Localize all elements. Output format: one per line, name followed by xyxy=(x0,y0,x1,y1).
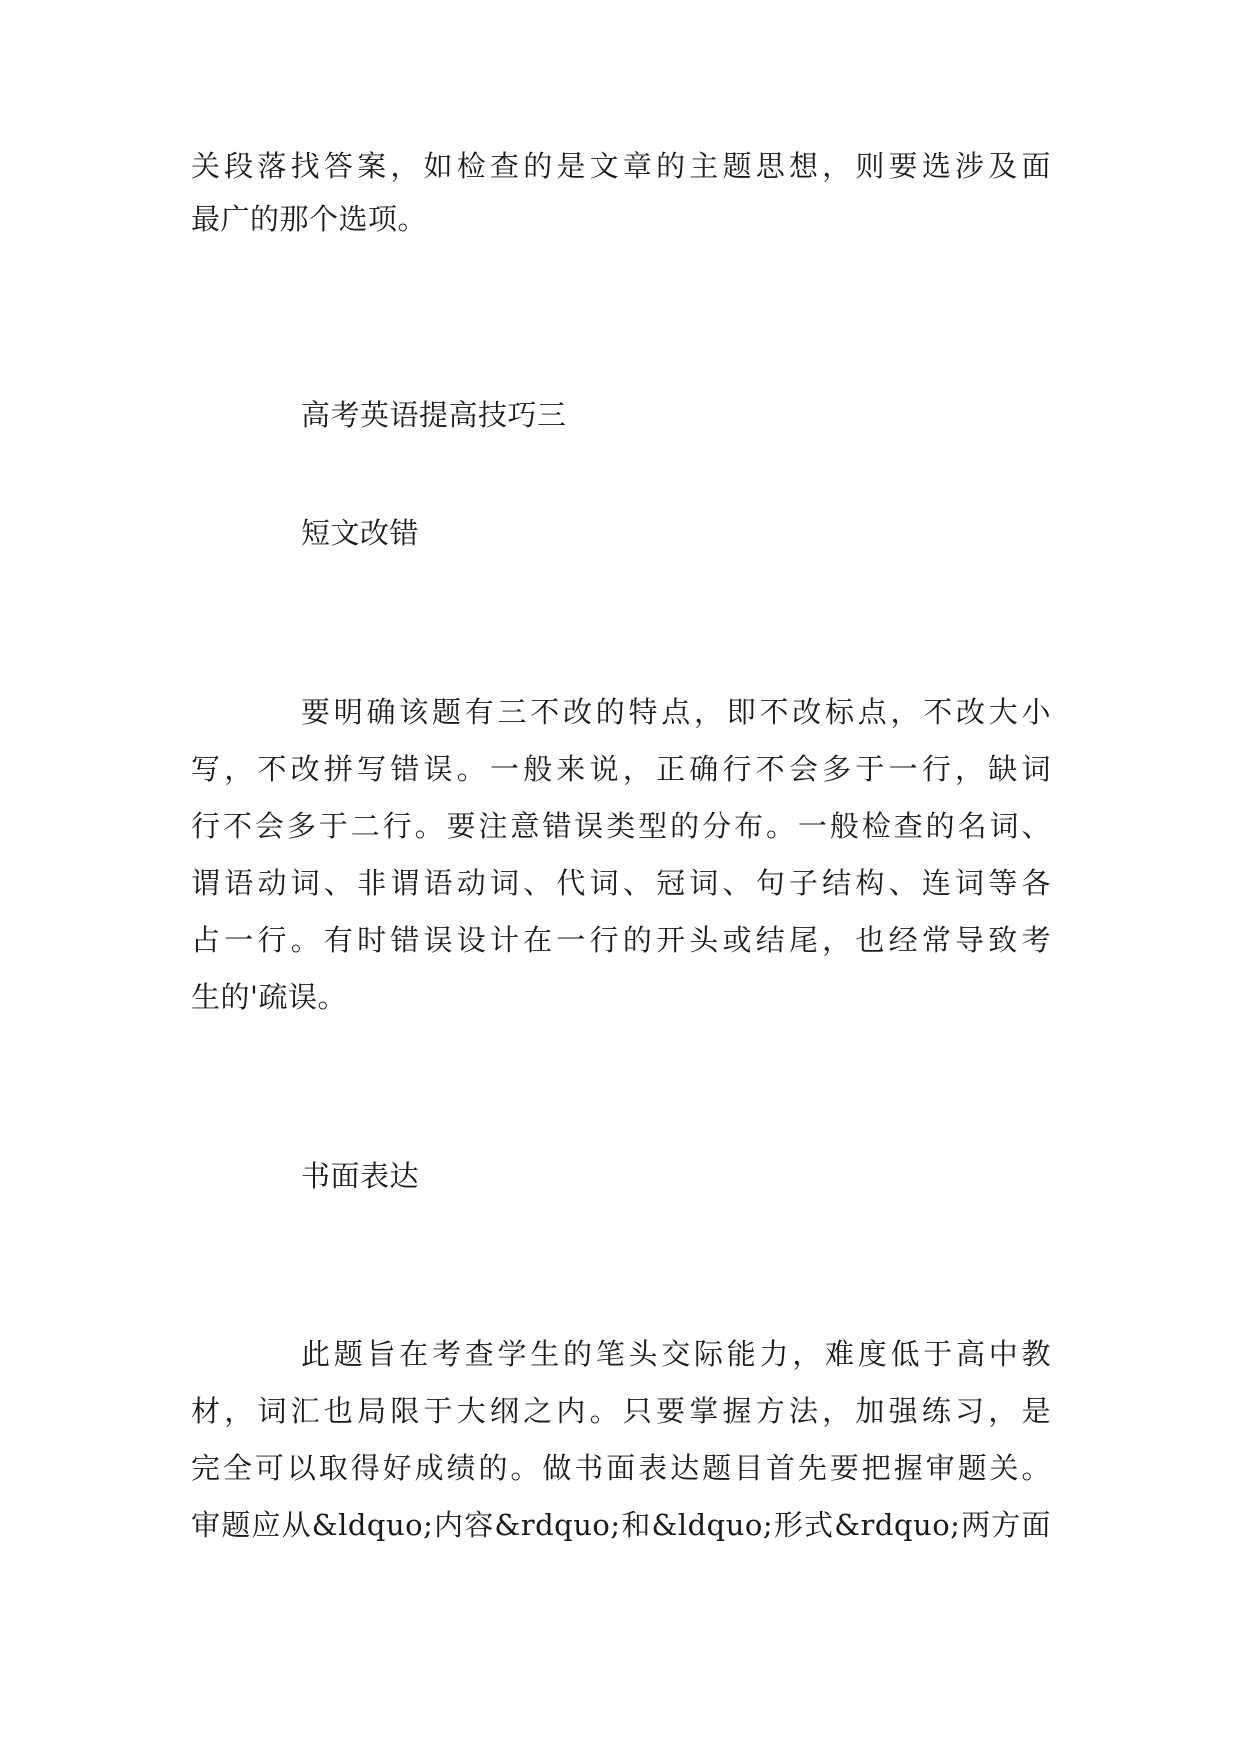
paragraph-line: 完全可以取得好成绩的。做书面表达题目首先要把握审题关。 xyxy=(191,1451,1051,1485)
paragraph-line: 占一行。有时错误设计在一行的开头或结尾，也经常导致考 xyxy=(191,923,1051,957)
paragraph-line: 最广的那个选项。 xyxy=(191,202,428,236)
section-heading: 书面表达 xyxy=(301,1159,420,1193)
paragraph-line: 审题应从&ldquo;内容&rdquo;和&ldquo;形式&rdquo;两方面 xyxy=(191,1508,1051,1542)
paragraph-line: 生的'疏误。 xyxy=(191,980,347,1014)
paragraph-line: 此题旨在考查学生的笔头交际能力，难度低于高中教 xyxy=(301,1337,1051,1371)
paragraph-line: 关段落找答案，如检查的是文章的主题思想，则要选涉及面 xyxy=(191,149,1051,183)
paragraph-line: 谓语动词、非谓语动词、代词、冠词、句子结构、连词等各 xyxy=(191,866,1051,900)
paragraph-line: 写，不改拼写错误。一般来说，正确行不会多于一行，缺词 xyxy=(191,752,1051,786)
paragraph-line: 材，词汇也局限于大纲之内。只要掌握方法，加强练习，是 xyxy=(191,1394,1051,1428)
section-heading: 高考英语提高技巧三 xyxy=(301,398,567,432)
paragraph-line: 行不会多于二行。要注意错误类型的分布。一般检查的名词、 xyxy=(191,809,1051,843)
paragraph-line: 要明确该题有三不改的特点，即不改标点，不改大小 xyxy=(301,695,1051,729)
section-heading: 短文改错 xyxy=(301,516,420,550)
